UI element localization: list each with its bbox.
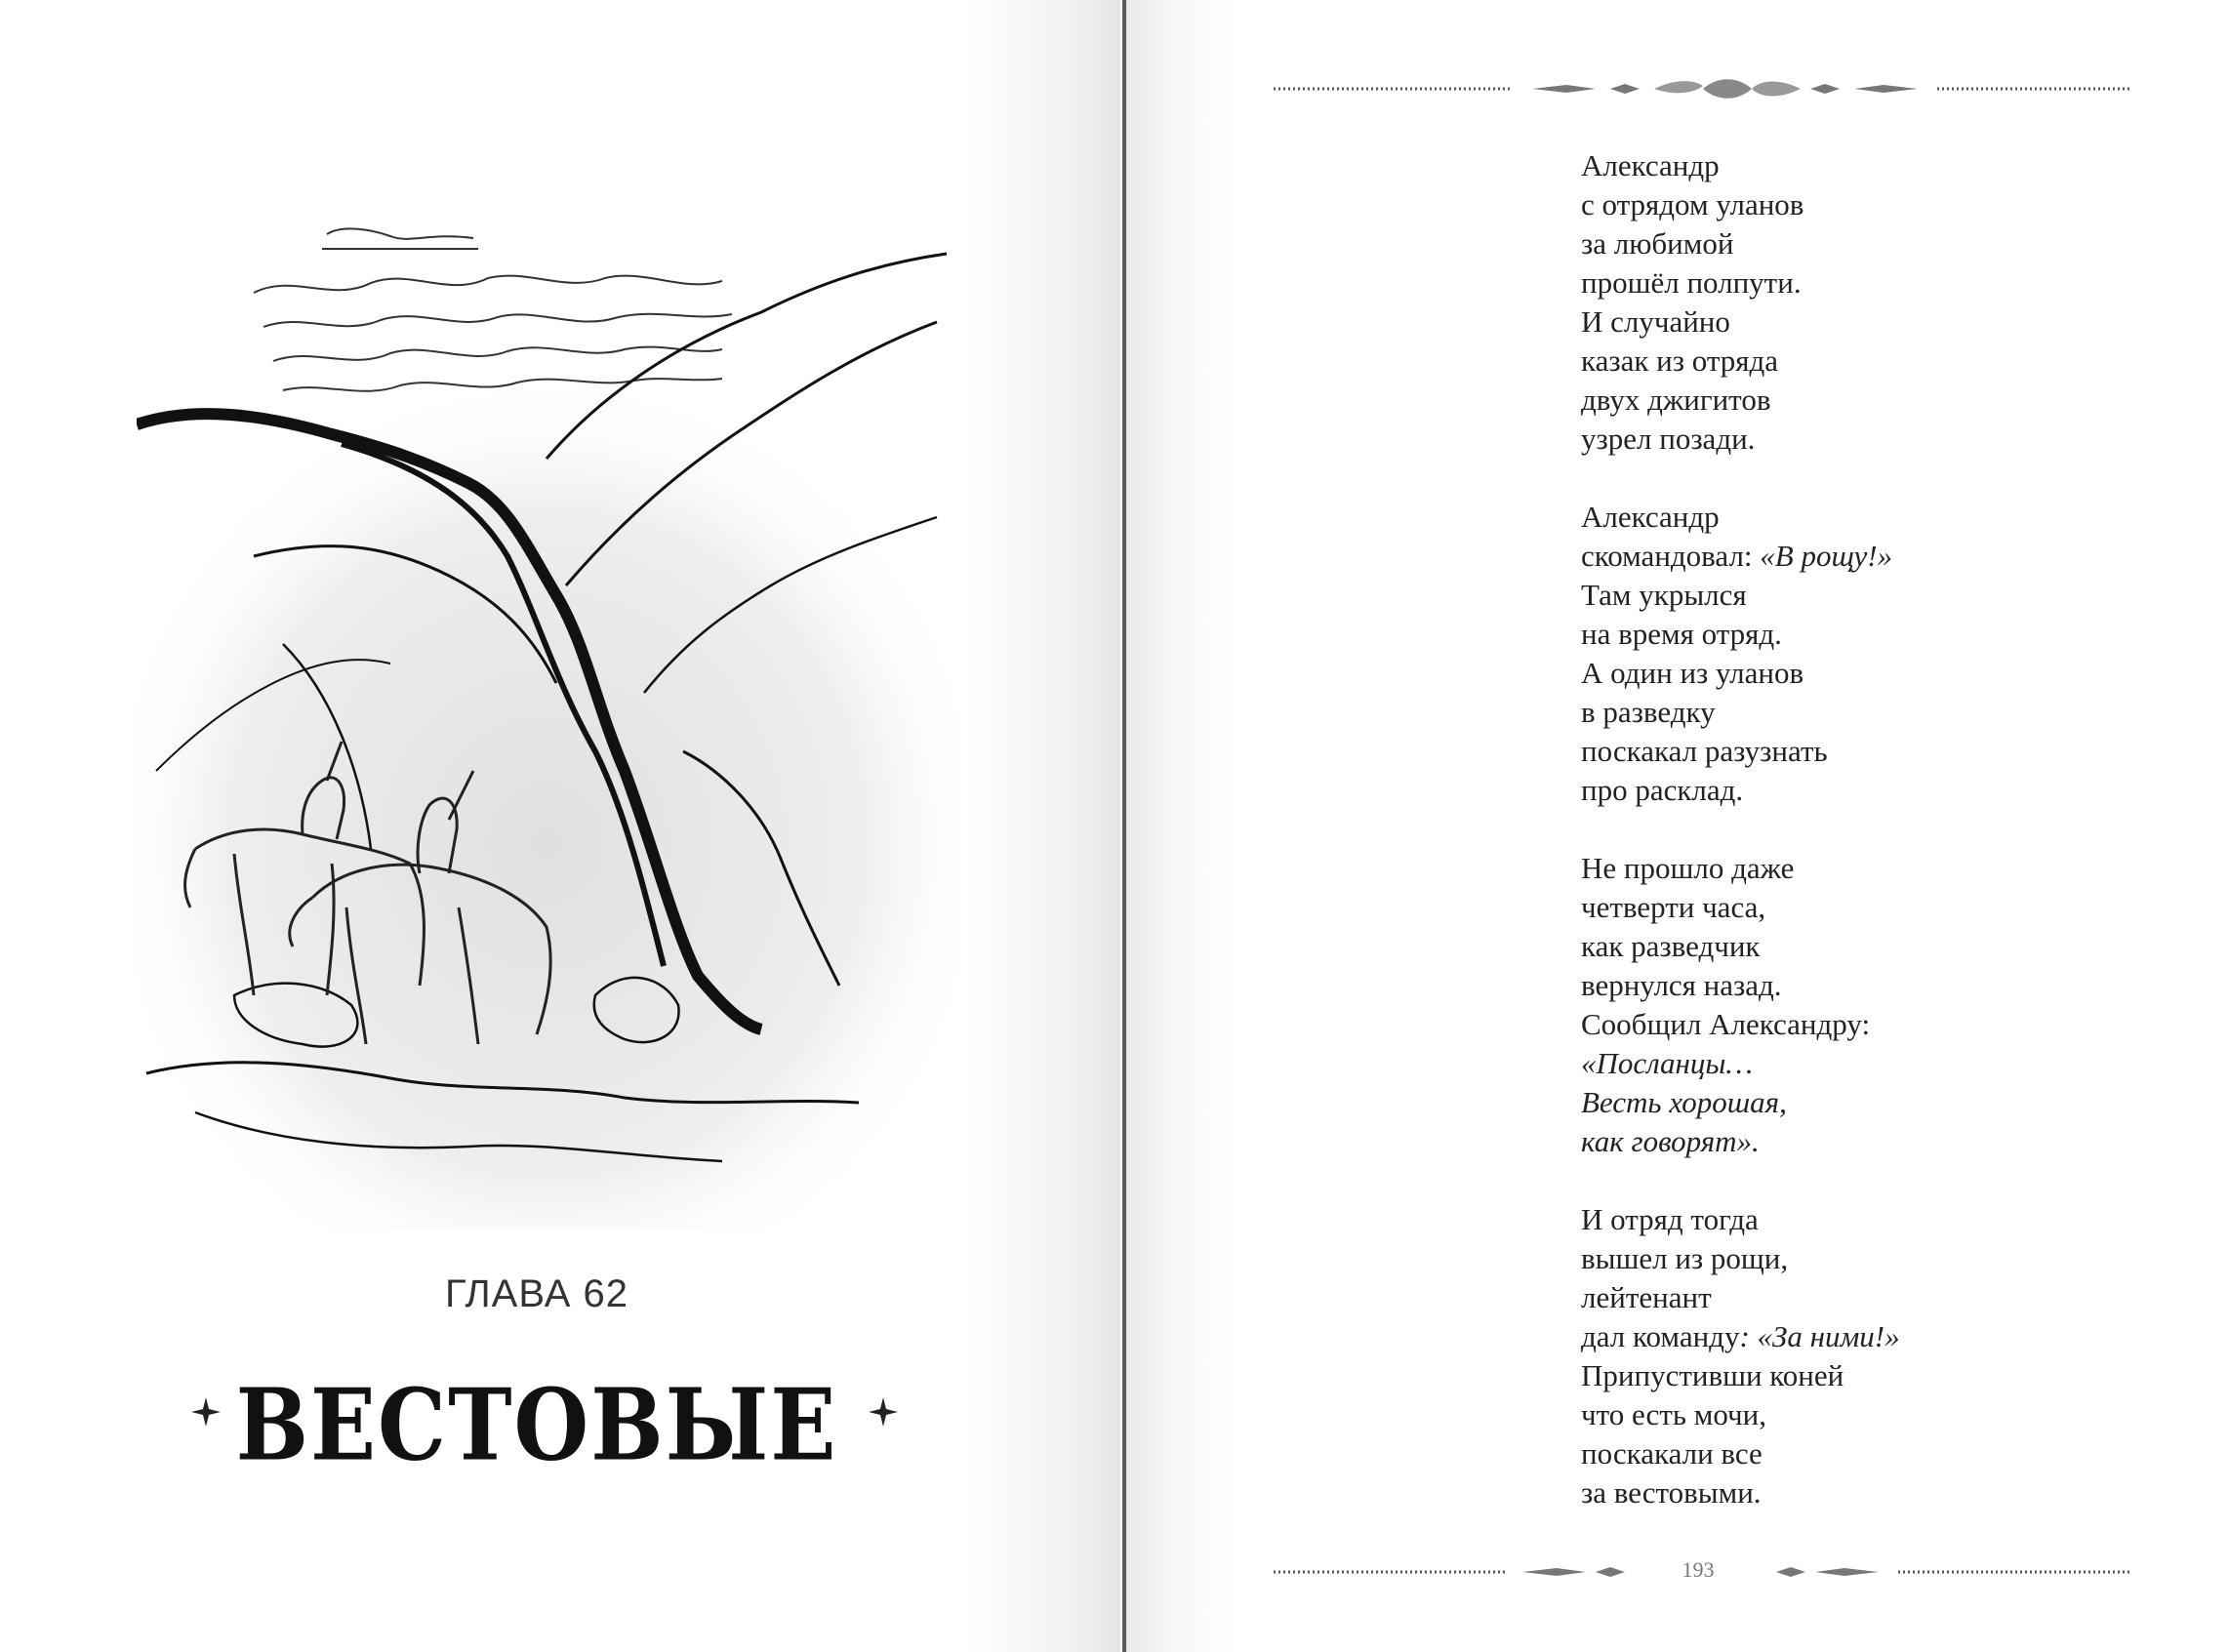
poem-line: как разведчик [1581,929,1761,963]
poem-line-quote: «Посланцы… [1581,1046,1753,1080]
poem-line [1581,1317,2128,1356]
poem-line: Александр [1581,500,1720,534]
poem-line: поскакал разузнать [1581,734,1828,768]
poem-line: узрел позади. [1581,422,1756,456]
poem-line: И случайно [1581,304,1730,339]
poem-line: двух джигитов [1581,383,1771,417]
poem-line-quote: : «За ними!» [1739,1319,1900,1353]
poem-line-text: дал команду [1581,1319,1740,1353]
poem-stanza [1581,849,2128,1161]
poem-line: прошёл полпути. [1581,265,1802,300]
poem-line: четверти часа, [1581,890,1766,924]
poem-stanza [1581,1200,2128,1512]
poem [1581,146,2128,1551]
poem-line: А один из уланов [1581,656,1804,690]
poem-line: И отряд тогда [1581,1202,1759,1236]
poem-line-quote: «В рощу!» [1760,539,1893,573]
poem-line: лейтенант [1581,1280,1712,1314]
chapter-title: ВЕСТОВЫЕ [235,1366,838,1483]
top-ornament-divider-icon [1274,74,2132,103]
manuscript-handwriting [254,228,732,390]
poem-line: Александр [1581,148,1720,182]
poem-line: Сообщил Александру: [1581,1007,1871,1041]
poem-line: вышел из рощи, [1581,1241,1789,1275]
poem-line: что есть мочи, [1581,1397,1766,1431]
poem-stanza [1581,146,2128,459]
poem-line: на время отряд. [1581,617,1782,651]
poem-line: в разведку [1581,695,1716,729]
star-ornament-right-icon [869,1397,898,1427]
page-number: 193 [1659,1557,1737,1583]
poem-line-quote: Весть хорошая, [1581,1085,1787,1119]
poem-line: Припустивши коней [1581,1358,1844,1392]
poem-line: Не прошло даже [1581,851,1795,885]
poem-line: за вестовыми. [1581,1475,1762,1510]
chapter-illustration [137,224,956,1249]
poem-line: вернулся назад. [1581,968,1782,1002]
poem-line-quote: как говорят». [1581,1124,1760,1158]
poem-line: Там укрылся [1581,578,1747,612]
poem-stanza [1581,498,2128,810]
poem-line: за любимой [1581,226,1734,261]
poem-line: поскакали все [1581,1436,1763,1471]
poem-line: про расклад. [1581,773,1744,807]
poem-line: казак из отряда [1581,343,1779,378]
poem-line: с отрядом уланов [1581,187,1804,222]
chapter-number: ГЛАВА 62 [445,1272,628,1315]
poem-line [1581,537,2128,576]
poem-line-text: скомандовал: [1581,539,1761,573]
